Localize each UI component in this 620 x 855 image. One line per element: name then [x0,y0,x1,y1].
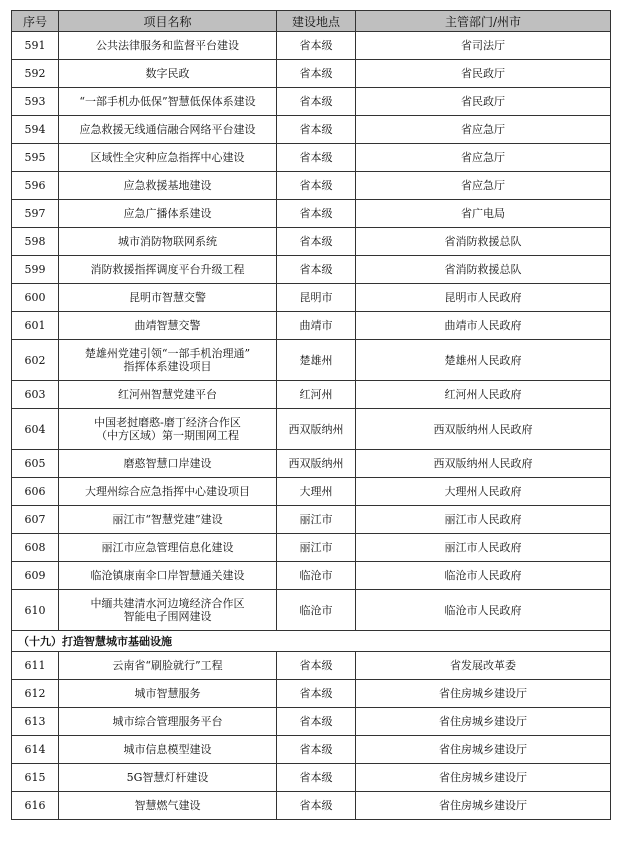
header-project-name: 项目名称 [59,11,277,32]
project-name-cell [59,172,277,200]
project-table-page [11,10,610,820]
location-cell: 省本级 [277,200,356,228]
serial-number-cell: 601 [12,312,59,340]
serial-number-cell: 612 [12,680,59,708]
project-name-cell [59,284,277,312]
project-name-line: 城市信息模型建设 [123,743,212,756]
serial-number-cell: 607 [12,506,59,534]
project-name-line: 昆明市智慧交警 [129,291,206,304]
project-name-cell [59,340,277,381]
table-row [12,450,611,478]
project-name-cell [59,590,277,631]
location-cell: 红河州 [277,381,356,409]
project-name-cell [59,228,277,256]
project-name-line: 云南省“刷脸就行”工程 [112,659,223,672]
serial-number-cell: 597 [12,200,59,228]
department-cell: 曲靖市人民政府 [356,312,611,340]
project-name-cell [59,450,277,478]
serial-number-cell: 599 [12,256,59,284]
department-cell: 省住房城乡建设厅 [356,680,611,708]
department-cell: 省民政厅 [356,60,611,88]
department-cell: 省住房城乡建设厅 [356,736,611,764]
project-name-cell [59,312,277,340]
project-name-cell [59,381,277,409]
department-cell: 省广电局 [356,200,611,228]
project-name-cell [59,764,277,792]
location-cell: 省本级 [277,88,356,116]
department-cell: 临沧市人民政府 [356,562,611,590]
project-name-line: 大理州综合应急指挥中心建设项目 [85,485,250,498]
department-cell: 省应急厅 [356,172,611,200]
department-cell: 西双版纳州人民政府 [356,409,611,450]
project-name-cell [59,506,277,534]
project-name-line: 丽江市应急管理信息化建设 [101,541,234,554]
table-row [12,792,611,820]
serial-number-cell: 591 [12,32,59,60]
location-cell: 省本级 [277,60,356,88]
serial-number-cell: 603 [12,381,59,409]
project-name-line: 磨憨智慧口岸建设 [123,457,212,470]
header-location: 建设地点 [277,11,356,32]
location-cell: 丽江市 [277,506,356,534]
project-name-line: 数字民政 [145,67,190,80]
project-name-cell [59,652,277,680]
project-table [11,10,611,820]
project-name-line: 中缅共建清水河边境经济合作区 [90,597,245,610]
project-name-line: 应急救援无线通信融合网络平台建设 [79,123,256,136]
department-cell: 省应急厅 [356,144,611,172]
project-name-cell [59,534,277,562]
table-body-part-a [12,32,611,631]
department-cell: 丽江市人民政府 [356,506,611,534]
table-row [12,736,611,764]
project-name-cell [59,32,277,60]
project-name-line: 中国老挝磨憨-磨丁经济合作区 [94,416,241,429]
location-cell: 曲靖市 [277,312,356,340]
location-cell: 省本级 [277,144,356,172]
serial-number-cell: 598 [12,228,59,256]
table-row [12,708,611,736]
project-name-line: （中方区域）第一期围网工程 [96,429,239,442]
table-row [12,228,611,256]
serial-number-cell: 592 [12,60,59,88]
serial-number-cell: 606 [12,478,59,506]
project-name-line: 曲靖智慧交警 [134,319,201,332]
location-cell: 大理州 [277,478,356,506]
serial-number-cell: 600 [12,284,59,312]
project-name-line: 楚雄州党建引领“一部手机治理通” [84,347,251,360]
project-name-cell [59,708,277,736]
section-body [12,631,611,652]
project-name-line: 区域性全灾种应急指挥中心建设 [90,151,245,164]
table-row [12,409,611,450]
project-name-cell [59,144,277,172]
table-row [12,32,611,60]
serial-number-cell: 613 [12,708,59,736]
location-cell: 西双版纳州 [277,450,356,478]
department-cell: 西双版纳州人民政府 [356,450,611,478]
table-body-part-b [12,652,611,820]
table-row [12,284,611,312]
table-row [12,88,611,116]
serial-number-cell: 614 [12,736,59,764]
project-name-line: 智能电子围网建设 [123,610,212,623]
project-name-line: 丽江市“智慧党建”建设 [112,513,223,526]
serial-number-cell: 608 [12,534,59,562]
department-cell: 省消防救援总队 [356,228,611,256]
project-name-line: 应急救援基地建设 [123,179,212,192]
project-name-cell [59,116,277,144]
serial-number-cell: 611 [12,652,59,680]
project-name-line: 5G智慧灯杆建设 [126,771,209,784]
department-cell: 丽江市人民政府 [356,534,611,562]
project-name-cell [59,478,277,506]
project-name-line: 临沧镇康南伞口岸智慧通关建设 [90,569,245,582]
department-cell: 省民政厅 [356,88,611,116]
department-cell: 省住房城乡建设厅 [356,792,611,820]
table-row [12,562,611,590]
location-cell: 临沧市 [277,562,356,590]
table-row [12,200,611,228]
table-row [12,534,611,562]
department-cell: 省发展改革委 [356,652,611,680]
department-cell: 楚雄州人民政府 [356,340,611,381]
serial-number-cell: 596 [12,172,59,200]
department-cell: 昆明市人民政府 [356,284,611,312]
project-name-line: “一部手机办低保”智慧低保体系建设 [79,95,256,108]
project-name-cell [59,792,277,820]
project-name-cell [59,736,277,764]
department-cell: 临沧市人民政府 [356,590,611,631]
department-cell: 省应急厅 [356,116,611,144]
serial-number-cell: 616 [12,792,59,820]
location-cell: 省本级 [277,764,356,792]
location-cell: 丽江市 [277,534,356,562]
department-cell: 省消防救援总队 [356,256,611,284]
project-name-cell [59,562,277,590]
location-cell: 省本级 [277,792,356,820]
table-row [12,172,611,200]
table-row [12,116,611,144]
location-cell: 省本级 [277,116,356,144]
department-cell: 红河州人民政府 [356,381,611,409]
project-name-line: 城市智慧服务 [134,687,201,700]
department-cell: 省住房城乡建设厅 [356,708,611,736]
table-row [12,60,611,88]
serial-number-cell: 594 [12,116,59,144]
section-title: （十九）打造智慧城市基础设施 [12,631,611,652]
project-name-line: 消防救援指挥调度平台升级工程 [90,263,245,276]
table-row [12,256,611,284]
project-name-cell [59,60,277,88]
project-name-cell [59,680,277,708]
table-row [12,506,611,534]
project-name-cell [59,88,277,116]
project-name-line: 公共法律服务和监督平台建设 [96,39,239,52]
location-cell: 省本级 [277,172,356,200]
header-serial-number: 序号 [12,11,59,32]
table-row [12,144,611,172]
table-header-row [12,11,611,32]
project-name-line: 应急广播体系建设 [123,207,212,220]
serial-number-cell: 609 [12,562,59,590]
project-name-line: 智慧燃气建设 [134,799,201,812]
serial-number-cell: 610 [12,590,59,631]
table-row [12,312,611,340]
serial-number-cell: 593 [12,88,59,116]
location-cell: 省本级 [277,736,356,764]
serial-number-cell: 604 [12,409,59,450]
location-cell: 省本级 [277,652,356,680]
department-cell: 大理州人民政府 [356,478,611,506]
project-name-cell [59,409,277,450]
location-cell: 省本级 [277,256,356,284]
header-department: 主管部门/州市 [356,11,611,32]
table-row [12,340,611,381]
table-row [12,652,611,680]
department-cell: 省住房城乡建设厅 [356,764,611,792]
project-name-cell [59,200,277,228]
table-row [12,478,611,506]
table-row [12,381,611,409]
location-cell: 省本级 [277,228,356,256]
serial-number-cell: 615 [12,764,59,792]
project-name-line: 指挥体系建设项目 [123,360,212,373]
location-cell: 楚雄州 [277,340,356,381]
department-cell: 省司法厅 [356,32,611,60]
table-row [12,764,611,792]
location-cell: 昆明市 [277,284,356,312]
location-cell: 临沧市 [277,590,356,631]
section-row [12,631,611,652]
table-row [12,680,611,708]
location-cell: 省本级 [277,680,356,708]
table-row [12,590,611,631]
serial-number-cell: 602 [12,340,59,381]
project-name-cell [59,256,277,284]
serial-number-cell: 595 [12,144,59,172]
serial-number-cell: 605 [12,450,59,478]
project-name-line: 红河州智慧党建平台 [118,388,217,401]
project-name-line: 城市综合管理服务平台 [112,715,223,728]
location-cell: 西双版纳州 [277,409,356,450]
location-cell: 省本级 [277,708,356,736]
location-cell: 省本级 [277,32,356,60]
project-name-line: 城市消防物联网系统 [118,235,217,248]
